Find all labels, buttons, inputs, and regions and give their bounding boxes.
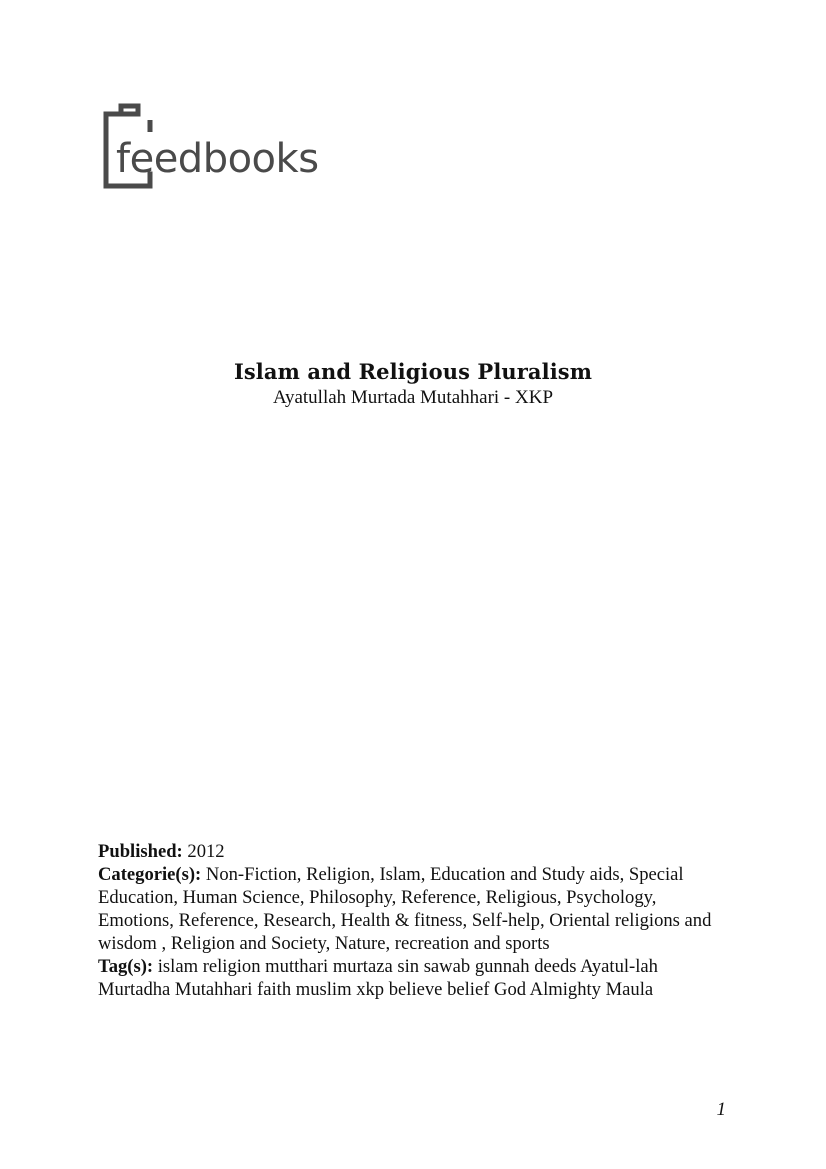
- published-value: 2012: [187, 841, 225, 862]
- feedbooks-logo: [102, 102, 354, 192]
- book-title: Islam and Religious Pluralism: [233, 359, 593, 384]
- published-label: Published:: [98, 841, 183, 862]
- feedbooks-logo-text: feedbooks: [116, 136, 319, 182]
- tags-value: islam religion mutthari murtaza sin sawab gunnah deeds Ayatul-lah Murtadha Mutahhari faith muslim xkp believe belief God Almighty Maula: [98, 956, 658, 1000]
- book-metadata: [98, 840, 728, 1001]
- categories-line: [98, 863, 728, 955]
- book-author: Ayatullah Murtada Mutahhari - XKP: [272, 387, 554, 408]
- tags-label: Tag(s):: [98, 956, 154, 977]
- categories-value: Non-Fiction, Religion, Islam, Education and Study aids, Special Education, Human Science, Philosophy, Reference, Religious, Psychology, Emotions, Reference, Research, Health & fitness, Self-help, Oriental religions and wisdom , Religion and Society, Nature, recreation and sports: [98, 864, 712, 954]
- tags-line: [98, 955, 728, 1001]
- published-line: [98, 840, 728, 863]
- page-number: 1: [716, 1099, 726, 1120]
- title-block: [0, 358, 826, 410]
- categories-label: Categorie(s):: [98, 864, 202, 885]
